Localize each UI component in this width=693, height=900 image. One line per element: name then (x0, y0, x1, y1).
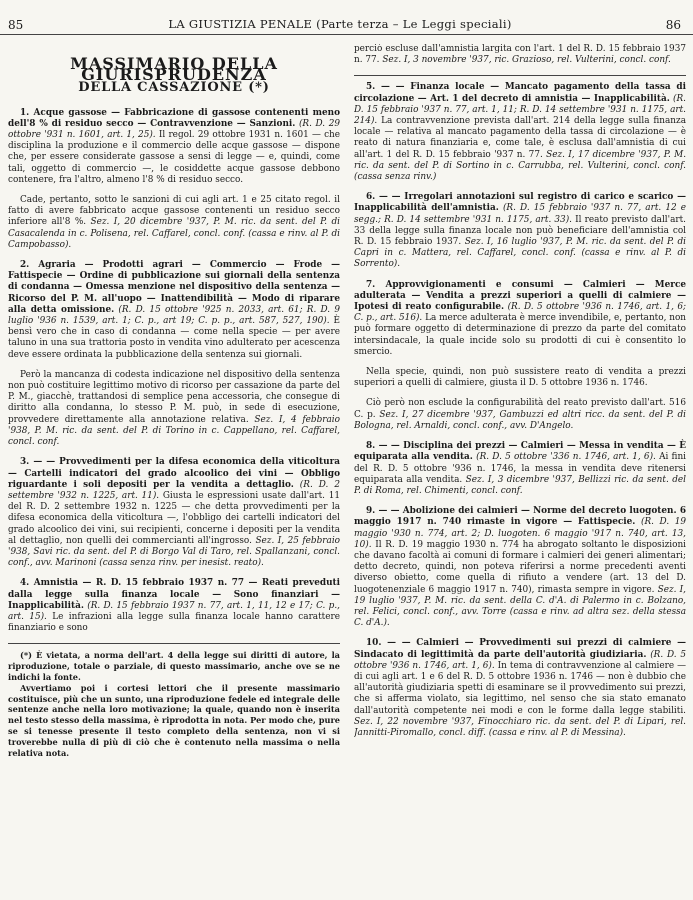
entry-9-citation: (R. D. 19 maggio '930 n. 774, art. 2; D. luogoten. 6 maggio '917 n. 740, art. 13, 10). (354, 517, 686, 550)
entry-1-court: Sez. I, 20 dicembre '937, P. M. ric. da sent. del P. di Casacalenda in c. Polisena, rel. Caffarel, concl. conf. (cassa e rinv. al P. di Campobasso). (8, 217, 340, 250)
entry-5-heading: 5. — — Finanza locale — Mancato pagamento della tassa di circolazione — Art. 1 del decreto di amnistia — Inapplicabilità. (354, 82, 686, 104)
entry-6-heading: 6. — — Irregolari annotazioni sul registro di carico e scarico — Inapplicabilità dell'amnistia. (354, 192, 686, 214)
entry-3-court: Sez. I, 25 febbraio '938, Savi ric. da sent. del P. di Borgo Val di Taro, rel. Spallanzani, concl. conf., avv. Marinoni (cassa senza rinv. per inesist. reato). (8, 535, 340, 569)
entry-7-heading: 7. Approvvigionamenti e consumi — Calmieri — Merce adulterata — Vendita a prezzi superiori a quelli di calmiere — Ipotesi di reato configurabile. (354, 279, 686, 313)
entry-6 (354, 192, 686, 270)
entry-10 (354, 638, 686, 739)
entry-7-body2: Nella specie, quindi, non può sussistere reato di vendita a prezzi superiori a quelli di calmiere, giusta il D. 5 ottobre 1936 n. 1746. (354, 367, 686, 389)
entry-6-court: Sez. I, 16 luglio '937, P. M. ric. da sent. del P. di Capri in c. Mattera, rel. Caffarel, concl. conf. (cassa e rinv. al P. di Sorrento). (354, 237, 686, 270)
entry-10-body: In tema di contravvenzione al calmiere — di cui agli art. 1 e 6 del R. D. 5 ottobre 1936 n. 1746 — non è dubbio che all'autorità giudiziaria spetti di esaminare se il provvedimento sui prezzi, che si afferma violato, sia legittimo, nel senso che sia stato emanato dall'autorità competente nei modi e con le forme dalla legge stabiliti. (354, 660, 686, 716)
entry-4-cont-body: perciò escluse dall'amnistia largita con l'art. 1 del R. D. 15 febbraio 1937 n. 77. (354, 44, 686, 66)
footnote (8, 650, 340, 758)
entry-1-citation: (R. D. 29 ottobre '931 n. 1601, art. 1, 25). (8, 118, 340, 141)
entry-10-court: Sez. I, 22 novembre '937, Finocchiaro ric. da sent. del P. di Lipari, rel. Jannitti-Piromallo, concl. diff. (cassa e rinv. al P. di Messina). (354, 716, 686, 738)
entry-2-court: Sez. I, 4 febbraio '938, P. M. ric. da sent. del P. di Torino in c. Cappellano, rel. Caffarel, concl. conf. (8, 414, 340, 448)
entry-5 (354, 82, 686, 183)
entry-1-para2 (8, 195, 340, 251)
entry-3-heading: 3. — — Provvedimenti per la difesa economica della viticoltura — Cartelli indicatori del grado alcoolico dei vini — Obbligo riguardante i soli depositi per la vendita a dettaglio. (8, 457, 340, 490)
entry-2 (8, 260, 340, 361)
entry-4-continued (354, 44, 686, 66)
entry-9-court: Sez. I, 19 luglio '937, P. M. ric. da sent. della C. d'A. di Palermo in c. Bolzano, rel. Felici, concl. conf., avv. Torre (cassa e rinv. ad altra sez. della stessa C. d'A.). (354, 584, 686, 629)
entry-2-heading: 2. Agraria — Prodotti agrari — Commercio — Frode — Fattispecie — Ordine di pubblicazione sui giornali della sentenza di condanna — Omessa menzione nel dispositivo della sentenza — Ricorso del P. M. all'uopo — Inattendibilità — Modo di riparare alla detta omissione. (8, 260, 340, 315)
entry-4-heading: 4. Amnistia — R. D. 15 febbraio 1937 n. 77 — Reati preveduti dalla legge sulla finanza locale — Sono finanziari — Inapplicabilità. (8, 578, 340, 611)
entry-7-para3 (354, 398, 686, 432)
entry-1-heading: 1. Acque gassose — Fabbricazione di gassose contenenti meno dell'8 % di residuo secco — Contravvenzione — Sanzioni. (8, 107, 340, 129)
footnote-notice: Avvertiamo poi i cortesi lettori che il presente massimario costituisce, più che un sunto, una riproduzione fedele ed integrale delle sentenze anche nella loro motivazione; la quale, quando non è inserita nel testo stesso della massima, è riprodotta in nota. Per modo che, pure se si tenesse presente il testo completo della sentenza, non vi si troverebbe nulla di più di ciò che è contenuto nella massima o nella relativa nota. (8, 682, 340, 758)
entry-10-heading: 10. — — Calmieri — Provvedimenti sui prezzi di calmiere — Sindacato di legittimità da parte dell'autorità giudiziaria. (354, 638, 686, 660)
entry-4-citation: (R. D. 15 febbraio 1937 n. 77, art. 1, 11, 12 e 17; C. p., art. 15). (8, 600, 340, 622)
entry-3-body: Giusta le espressioni usate dall'art. 11 del R. D. 2 settembre 1932 n. 1225 — che detta provvedimenti per la difesa economica della viticoltura —, l'obbligo dei cartelli indicatori del grado alcoolico dei vini, sui recipienti, concerne i depositi per la vendita al dettaglio, non quelli dei commercianti all'ingrosso. (8, 490, 340, 546)
entry-3-citation: (R. D. 2 settembre '932 n. 1225, art. 11). (8, 479, 340, 501)
page-number-right: 86 (665, 18, 681, 32)
entry-6-body: Il reato previsto dall'art. 33 della legge sulla finanza locale non può beneficiare dell'amnistia col R. D. 15 febbraio 1937. (354, 214, 686, 248)
entry-1 (8, 108, 340, 186)
entry-3 (8, 457, 340, 569)
left-column (8, 44, 340, 894)
footnote-copyright: (*) È vietata, a norma dell'art. 4 della legge sui diritti di autore, la riproduzione, totale o parziale, di questo massimario, anche ove se ne indichi la fonte. (8, 650, 340, 682)
entry-5-citation: (R. D. 15 febbraio '937 n. 77, art. 1, 11; R. D. 14 settembre '931 n. 1175, art. 214). (354, 93, 686, 127)
entry-1-body2: Cade, pertanto, sotto le sanzioni di cui agli art. 1 e 25 citato regol. il fatto di avere fabbricato acque gassose contenenti un residuo secco inferiore all'8 %. (8, 195, 340, 228)
entry-6-citation: (R. D. 15 febbraio '937 n. 77, art. 12 e segg.; R. D. 14 settembre '931 n. 1175, art. 33). (354, 203, 686, 225)
page-number-left: 85 (8, 18, 24, 32)
entry-8-court: Sez. I, 3 dicembre '937, Bellizzi ric. da sent. del P. di Roma, rel. Chimenti, concl. conf. (354, 474, 686, 496)
entry-8-heading: 8. — — Disciplina dei prezzi — Calmieri — Messa in vendita — È equiparata alla vendita. (354, 441, 686, 463)
footnote-divider (8, 643, 340, 644)
entry-5-court: Sez. I, 17 dicembre '937, P. M. ric. da sent. del P. di Sortino in c. Carrubba, rel. Vulterini, concl. conf. (cassa senza rinv.) (354, 149, 686, 183)
entry-9-heading: 9. — — Abolizione dei calmieri — Norme del decreto luogoten. 6 maggio 1917 n. 740 rimaste in vigore — Fattispecie. (354, 506, 686, 528)
page-header (0, 14, 693, 35)
entry-7-citation: (R. D. 5 ottobre '936 n. 1746, art. 1, 6; C. p., art. 516). (354, 302, 686, 324)
entry-4-court: Sez. I, 3 novembre '937, ric. Grazioso, rel. Vulterini, concl. conf. (382, 55, 671, 66)
massimario-subtitle: DELLA CASSAZIONE (*) (78, 80, 270, 96)
entry-8 (354, 441, 686, 497)
entry-7-court: Sez. I, 27 dicembre '937, Gambuzzi ed altri ricc. da sent. del P. di Bologna, rel. Arnaldi, concl. conf., avv. D'Angelo. (354, 409, 686, 431)
entry-7-body3: Ciò però non esclude la configurabilità del reato previsto dall'art. 516 C. p. (354, 398, 686, 420)
entry-4-body: Le infrazioni alla legge sulla finanza locale hanno carattere finanziario e sono (8, 611, 340, 634)
entry-7-para2 (354, 367, 686, 389)
running-title: LA GIUSTIZIA PENALE (Parte terza – Le Leggi speciali) (168, 17, 512, 31)
entry-2-para2 (8, 370, 340, 448)
entry-1-body: Il regol. 29 ottobre 1931 n. 1601 — che disciplina la produzione e il commercio delle acque gassose — dispone che, per essere considerate gassose a sensi di legge — e, quindi, come tali, oggetto di commercio —, le cosiddette acque gassose debbono contenere, fra l'altro, almeno l'8 % di residuo secco. (8, 130, 340, 185)
entry-4 (8, 578, 340, 634)
entry-2-body: È bensì vero che in caso di condanna — come nella specie — per avere taluno in una sua trattoria posto in vendita vino adulterato per acescenza deve essere ordinata la pubblicazione della sentenza sui giornali. (8, 316, 340, 360)
entry-5-body: La contravvenzione prevista dall'art. 214 della legge sulla finanza locale — relativa al mancato pagamento della tassa di circolazione — è reato di natura finanziaria e, come tale, è esclusa dall'amnistia di cui all'art. 1 del R. D. 15 febbraio '937 n. 77. (354, 116, 686, 160)
entry-7-body: La merce adulterata è merce invendibile, e, pertanto, non può formare oggetto di determinazione di prezzo da parte del comitato intersindacale, la quale incide solo su prodotti di cui è consentito lo smercio. (354, 313, 686, 357)
entry-2-citation: (R. D. 15 ottobre '925 n. 2033, art. 61; R. D. 9 luglio '936 n. 1539, art. 1; C. p., art 19; C. p. p., art. 587, 527, 190). (8, 304, 340, 327)
massimario-title: MASSIMARIO DELLA GIURISPRUDENZA (70, 54, 278, 85)
entry-9 (354, 506, 686, 629)
entry-divider (354, 75, 686, 76)
entry-8-body: Ai fini del R. D. 5 ottobre '936 n. 1746, la messa in vendita deve ritenersi equiparata alla vendita. (354, 452, 686, 485)
entry-8-citation: (R. D. 5 ottobre '336 n. 1746, art. 1, 6). (476, 452, 656, 463)
entry-7 (354, 280, 686, 358)
entry-2-body2: Però la mancanza di codesta indicazione nel dispositivo della sentenza non può costituire legittimo motivo di ricorso per cassazione da parte del P. M., giacchè, trattandosi di semplice pena accessoria, che consegue di diritto alla condanna, lo stesso P. M. può, in sede di esecuzione, provvedere direttamente alla annotazione relativa. (8, 369, 340, 425)
entry-10-citation: (R. D. 5 ottobre '936 n. 1746, art. 1, 6). (354, 649, 686, 671)
entry-9-body: Il R. D. 19 maggio 1930 n. 774 ha abrogato soltanto le disposizioni che davano facoltà ai comuni di formare i calmieri dei generi alimentari; detto decreto, quindi, non poteva riferirsi a norme precedenti aventi diverso obietto, come quella di rifiuto a vendere (art. 13 del D. luogotenenziale 6 maggio 1917 n. 740), rimasta sempre in vigore. (354, 539, 686, 595)
right-column (354, 44, 686, 894)
